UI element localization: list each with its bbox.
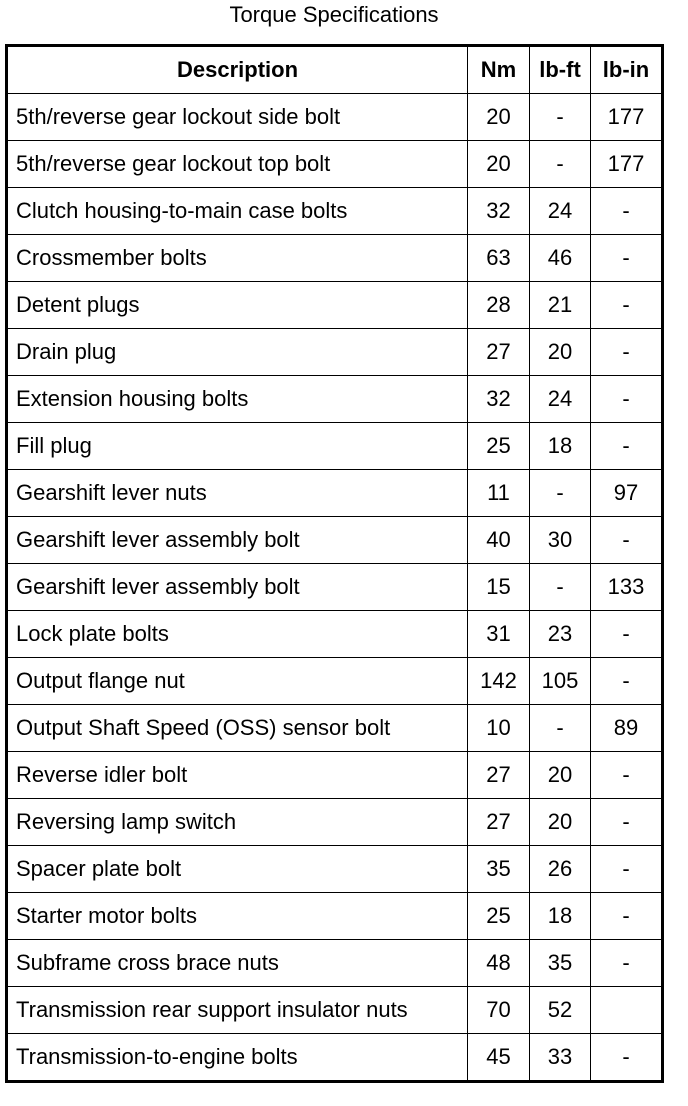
cell-lbin: - [591, 658, 663, 705]
table-row [7, 1034, 663, 1082]
cell-description: Gearshift lever nuts [7, 470, 468, 517]
cell-lbft: 21 [530, 282, 591, 329]
cell-nm: 45 [468, 1034, 530, 1082]
cell-lbin: - [591, 752, 663, 799]
cell-nm: 31 [468, 611, 530, 658]
cell-description: 5th/reverse gear lockout top bolt [7, 141, 468, 188]
cell-lbft: 18 [530, 423, 591, 470]
cell-nm: 40 [468, 517, 530, 564]
column-header-nm: Nm [468, 46, 530, 94]
cell-lbin: - [591, 517, 663, 564]
cell-lbft: 52 [530, 987, 591, 1034]
cell-nm: 11 [468, 470, 530, 517]
cell-description: Clutch housing-to-main case bolts [7, 188, 468, 235]
table-row [7, 470, 663, 517]
table-row [7, 893, 663, 940]
cell-nm: 20 [468, 141, 530, 188]
table-row [7, 188, 663, 235]
cell-nm: 20 [468, 94, 530, 141]
table-row [7, 752, 663, 799]
cell-lbin: 177 [591, 94, 663, 141]
cell-lbin: - [591, 799, 663, 846]
table-row [7, 846, 663, 893]
column-header-lbft: lb-ft [530, 46, 591, 94]
table-row [7, 940, 663, 987]
cell-nm: 63 [468, 235, 530, 282]
cell-lbft: 46 [530, 235, 591, 282]
cell-nm: 27 [468, 752, 530, 799]
cell-description: Starter motor bolts [7, 893, 468, 940]
cell-description: Transmission-to-engine bolts [7, 1034, 468, 1082]
cell-nm: 25 [468, 893, 530, 940]
cell-description: 5th/reverse gear lockout side bolt [7, 94, 468, 141]
cell-lbin: - [591, 423, 663, 470]
column-header-lbin: lb-in [591, 46, 663, 94]
cell-description: Gearshift lever assembly bolt [7, 564, 468, 611]
cell-nm: 32 [468, 188, 530, 235]
column-header-description: Description [7, 46, 468, 94]
table-row [7, 94, 663, 141]
cell-lbin: - [591, 376, 663, 423]
cell-nm: 15 [468, 564, 530, 611]
cell-lbin: - [591, 235, 663, 282]
cell-lbft: 23 [530, 611, 591, 658]
cell-lbin: - [591, 282, 663, 329]
torque-spec-table [5, 44, 664, 1083]
cell-nm: 10 [468, 705, 530, 752]
cell-lbin: - [591, 1034, 663, 1082]
cell-description: Reverse idler bolt [7, 752, 468, 799]
cell-lbft: - [530, 141, 591, 188]
cell-nm: 142 [468, 658, 530, 705]
cell-description: Lock plate bolts [7, 611, 468, 658]
cell-lbft: 18 [530, 893, 591, 940]
cell-lbft: 33 [530, 1034, 591, 1082]
cell-description: Detent plugs [7, 282, 468, 329]
cell-lbin: - [591, 188, 663, 235]
cell-lbin: 97 [591, 470, 663, 517]
cell-description: Output Shaft Speed (OSS) sensor bolt [7, 705, 468, 752]
cell-lbft: - [530, 705, 591, 752]
table-row [7, 658, 663, 705]
cell-nm: 27 [468, 329, 530, 376]
cell-lbin: - [591, 329, 663, 376]
cell-lbft: - [530, 470, 591, 517]
cell-nm: 32 [468, 376, 530, 423]
table-row [7, 141, 663, 188]
cell-lbft: - [530, 94, 591, 141]
cell-lbin: - [591, 940, 663, 987]
cell-description: Spacer plate bolt [7, 846, 468, 893]
table-row [7, 376, 663, 423]
cell-lbft: 20 [530, 752, 591, 799]
table-row [7, 329, 663, 376]
cell-description: Fill plug [7, 423, 468, 470]
cell-lbft: 20 [530, 799, 591, 846]
cell-lbin: 177 [591, 141, 663, 188]
cell-description: Drain plug [7, 329, 468, 376]
cell-description: Reversing lamp switch [7, 799, 468, 846]
page-title: Torque Specifications [229, 2, 439, 27]
cell-lbft: 26 [530, 846, 591, 893]
cell-lbin: - [591, 611, 663, 658]
cell-lbin: 133 [591, 564, 663, 611]
table-row [7, 564, 663, 611]
cell-lbin: - [591, 846, 663, 893]
cell-description: Gearshift lever assembly bolt [7, 517, 468, 564]
cell-lbin: - [591, 893, 663, 940]
cell-lbft: - [530, 564, 591, 611]
table-row [7, 423, 663, 470]
cell-lbft: 35 [530, 940, 591, 987]
cell-nm: 28 [468, 282, 530, 329]
cell-nm: 25 [468, 423, 530, 470]
cell-description: Subframe cross brace nuts [7, 940, 468, 987]
table-row [7, 282, 663, 329]
table-row [7, 987, 663, 1034]
cell-description: Extension housing bolts [7, 376, 468, 423]
cell-lbft: 105 [530, 658, 591, 705]
cell-lbft: 24 [530, 188, 591, 235]
table-row [7, 517, 663, 564]
table-row [7, 235, 663, 282]
cell-nm: 35 [468, 846, 530, 893]
table-row [7, 705, 663, 752]
cell-lbin: 89 [591, 705, 663, 752]
cell-nm: 70 [468, 987, 530, 1034]
cell-description: Crossmember bolts [7, 235, 468, 282]
table-row [7, 611, 663, 658]
table-header-row [7, 46, 663, 94]
cell-lbft: 30 [530, 517, 591, 564]
cell-lbft: 20 [530, 329, 591, 376]
cell-nm: 27 [468, 799, 530, 846]
cell-description: Output flange nut [7, 658, 468, 705]
cell-nm: 48 [468, 940, 530, 987]
table-row [7, 799, 663, 846]
cell-lbin [591, 987, 663, 1034]
cell-description: Transmission rear support insulator nuts [7, 987, 468, 1034]
cell-lbft: 24 [530, 376, 591, 423]
